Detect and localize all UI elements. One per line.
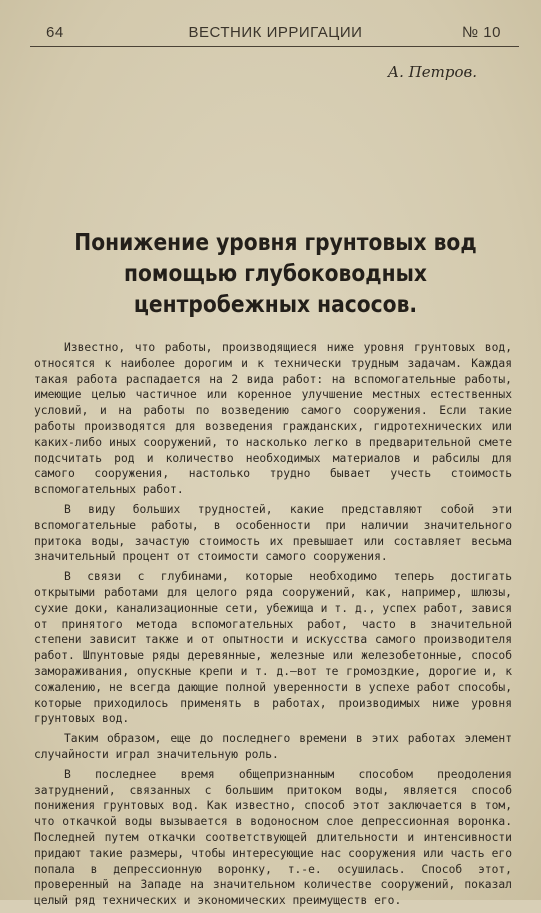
paragraph: В виду больших трудностей, какие представляют собой эти вспомогательные работы, в особенности при наличии значительного притока воды, зачастую стоимость их превышает или составляет весьма значительный процент от стоимости самого сооружения. bbox=[34, 502, 512, 564]
article-title: Понижение уровня грунтовых вод помощью глубоководных центробежных насосов. bbox=[74, 230, 477, 318]
paragraph: В связи с глубинами, которые необходимо теперь достигать открытыми работами для целого ряда сооружений, как, например, шлюзы, сухие доки, канализационные сети, убежища и т. д., успех работ, завися от принятого метода вспомогательных работ, часто в значительной степени зависит также и от опытности и искусства самого производителя работ. Шпунтовые ряды деревянные, железные или железобетонные, способ замораживания, опускные крепи и т. д.—вот те громоздкие, дорогие и, к сожалению, не всегда дающие полной уверенности в успехе работ способы, которые приходилось применять в работах, производимых ниже уровня грунтовых вод. bbox=[34, 570, 512, 726]
article-body bbox=[34, 340, 512, 913]
paragraph: Известно, что работы, производящиеся ниже уровня грунтовых вод, относятся к наиболее дорогим и к технически трудным задачам. Каждая такая работа распадается на 2 вида работ: на вспомогательные работы, имеющие целью частичное или коренное улучшение местных естественных условий, и на работы по возведению самого сооружения. Если такие работы производятся для возведения гражданских, гидротехнических или каких-либо иных сооружений, то насколько легко в предварительной смете подсчитать род и количество необходимых материалов и рабсилы для самого сооружения, настолько трудно бывает учесть стоимость вспомогательных работ. bbox=[34, 341, 512, 497]
header-rule bbox=[30, 46, 519, 47]
paragraph: Таким образом, еще до последнего времени в этих работах элемент случайности играл значительную роль. bbox=[34, 732, 512, 761]
page-number: 64 bbox=[46, 24, 64, 41]
journal-title: ВЕСТНИК ИРРИГАЦИИ bbox=[188, 24, 363, 41]
article-author: А. Петров. bbox=[387, 63, 477, 81]
paragraph: В последнее время общепризнанным способом преодоления затруднений, связанных с большим притоком воды, является способ понижения грунтовых вод. Как известно, способ этот заключается в том, что откачкой воды вызывается в водоносном слое депрессионная воронка. Последней путем откачки соответствующей длительности и интенсивности придают такие размеры, чтобы интересующие нас сооружения или часть его попала в депрессионную воронку, т.-е. осушилась. Способ этот, проверенный на Западе на значительном количестве сооружений, показал целый ряд технических и экономических преимуществ его. bbox=[34, 767, 512, 908]
issue-number: № 10 bbox=[462, 24, 501, 41]
page-header bbox=[40, 22, 511, 44]
